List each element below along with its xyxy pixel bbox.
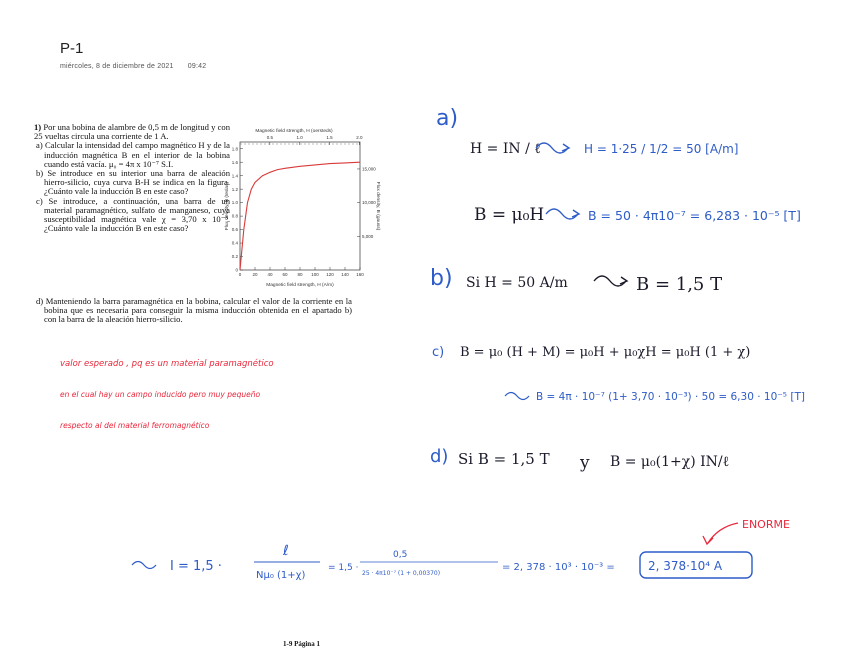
y-tick-label: 0.2 bbox=[231, 254, 238, 260]
arrow-head-icon bbox=[562, 144, 569, 151]
x-tick-label: 60 bbox=[282, 272, 288, 277]
page-date: miércoles, 8 de diciembre de 2021 bbox=[60, 63, 174, 70]
final-I: I = 1,5 · bbox=[170, 559, 222, 574]
chart-ylabel-right: Flux density, B (gauss) bbox=[375, 181, 380, 231]
solution-c-formula: B = μ₀ (H + M) = μ₀H + μ₀χH = μ₀H (1 + χ) bbox=[460, 345, 751, 360]
y-tick-label: 1.8 bbox=[231, 146, 238, 152]
solution-d-y: y bbox=[580, 453, 590, 473]
enorme-note: ENORME bbox=[742, 518, 790, 531]
y-right-tick-label: 5,000 bbox=[362, 233, 374, 239]
final-boxed-answer: 2, 378·10⁴ A bbox=[648, 559, 723, 573]
y-tick-label: 0 bbox=[235, 267, 238, 273]
chart-ylabel: Flux density, B (teslas) bbox=[225, 181, 230, 231]
solution-b-result: B = 1,5 T bbox=[636, 274, 723, 295]
top-tick-label: 1.0 bbox=[296, 135, 303, 140]
y-tick-label: 1.6 bbox=[231, 159, 238, 165]
final-den2: 25 · 4π10⁻⁷ (1 + 0,00370) bbox=[362, 570, 441, 577]
final-frac-den: Nμ₀ (1+χ) bbox=[256, 570, 306, 581]
problem-part-c: c) Se introduce, a continuación, una barra de un material paramagnético, sulfato de manganeso, cuya susceptibilidad magnética vale χ = 3,70 x 10⁻³. ¿Cuánto vale la inducción B en este caso? bbox=[36, 195, 230, 234]
red-arrow-icon bbox=[708, 523, 738, 543]
y-tick-label: 0.4 bbox=[231, 240, 238, 246]
x-tick-label: 0 bbox=[238, 272, 242, 277]
final-eq2: = 2, 378 · 10³ · 10⁻³ = bbox=[502, 562, 615, 573]
page-title: P-1 bbox=[60, 40, 84, 57]
solution-d-formula: B = μ₀(1+χ) IN/ℓ bbox=[610, 454, 730, 470]
y-tick-label: 1.2 bbox=[231, 186, 238, 192]
top-tick-label: 2.0 bbox=[356, 135, 363, 140]
final-frac-num: ℓ bbox=[283, 543, 289, 559]
solution-a-B-value: B = 50 · 4π10⁻⁷ = 6,283 · 10⁻⁵ [T] bbox=[588, 208, 801, 223]
problem-part-d: d) Manteniendo la barra paramagnética en la bobina, calcular el valor de la corriente en la bobina que es necesaria para conseguir la misma inducción obtenida en el apartado b) con la barra de la aleación hierro-silicio. bbox=[36, 296, 352, 325]
red-note-line-1: valor esperado , pq es un material paramagnético bbox=[60, 359, 274, 369]
problem-part-b: b) Se introduce en su interior una barra de aleación hierro-silicio, cuya curva B-H se indica en la figura. ¿Cuánto vale la inducción B en este caso? bbox=[36, 168, 230, 197]
x-tick-label: 160 bbox=[356, 272, 364, 277]
top-tick-label: 0.5 bbox=[266, 135, 273, 140]
y-right-tick-label: 10,000 bbox=[362, 200, 376, 206]
red-note-line-3: respecto al del material ferromagnético bbox=[60, 421, 210, 430]
solution-c-value: B = 4π · 10⁻⁷ (1+ 3,70 · 10⁻³) · 50 = 6,30 · 10⁻⁵ [T] bbox=[536, 391, 805, 403]
solution-a-H-formula: H = IN / ℓ bbox=[470, 141, 541, 157]
solution-d-label: d) bbox=[430, 446, 449, 467]
x-tick-label: 120 bbox=[326, 272, 334, 277]
x-tick-label: 80 bbox=[297, 272, 303, 277]
arrow-head-icon bbox=[572, 210, 579, 217]
x-tick-label: 100 bbox=[311, 272, 319, 277]
page-footer: 1-9 Página 1 bbox=[283, 640, 320, 648]
chart-xlabel: Magnetic field strength, H (A/m) bbox=[266, 283, 334, 288]
y-right-tick-label: 15,000 bbox=[362, 166, 376, 172]
y-tick-label: 1.4 bbox=[231, 173, 238, 179]
y-tick-label: 0.6 bbox=[231, 227, 238, 233]
squiggle-arrow-icon bbox=[505, 393, 529, 400]
x-tick-label: 40 bbox=[267, 272, 273, 277]
solution-d-text: Si B = 1,5 T bbox=[458, 450, 550, 468]
x-tick-label: 140 bbox=[341, 272, 349, 277]
solution-a-B-formula: B = μ₀H bbox=[474, 205, 545, 225]
problem-intro: 1) Por una bobina de alambre de 0,5 m de longitud y con 25 vueltas circula una corriente de 1 A. bbox=[34, 122, 231, 142]
final-num2: 0,5 bbox=[393, 550, 408, 560]
solution-c-label: c) bbox=[432, 345, 445, 360]
arrow-head-icon bbox=[620, 277, 627, 284]
problem-part-a: a) Calcular la intensidad del campo magnético H y de la inducción magnética B en el interior de la bobina cuando está vacía. μ₀ = 4π x 10⁻⁷ S.I. bbox=[36, 140, 230, 169]
solution-b-text: Si H = 50 A/m bbox=[466, 275, 568, 291]
x-tick-label: 20 bbox=[252, 272, 258, 277]
red-note-line-2: en el cual hay un campo inducido pero muy pequeño bbox=[60, 390, 261, 399]
chart-title: Magnetic field strength, H (oersteds) bbox=[255, 129, 333, 134]
top-tick-label: 1.5 bbox=[326, 135, 333, 140]
squiggle-arrow-icon bbox=[132, 562, 156, 569]
page-time: 09:42 bbox=[187, 63, 207, 70]
y-tick-label: 0.8 bbox=[231, 213, 238, 219]
y-tick-label: 1.0 bbox=[231, 200, 238, 206]
final-eq1: = 1,5 · bbox=[328, 563, 359, 573]
solution-a-H-value: H = 1·25 / 1/2 = 50 [A/m] bbox=[584, 142, 739, 156]
solution-a-label: a) bbox=[436, 106, 459, 131]
solution-b-label: b) bbox=[430, 266, 453, 291]
